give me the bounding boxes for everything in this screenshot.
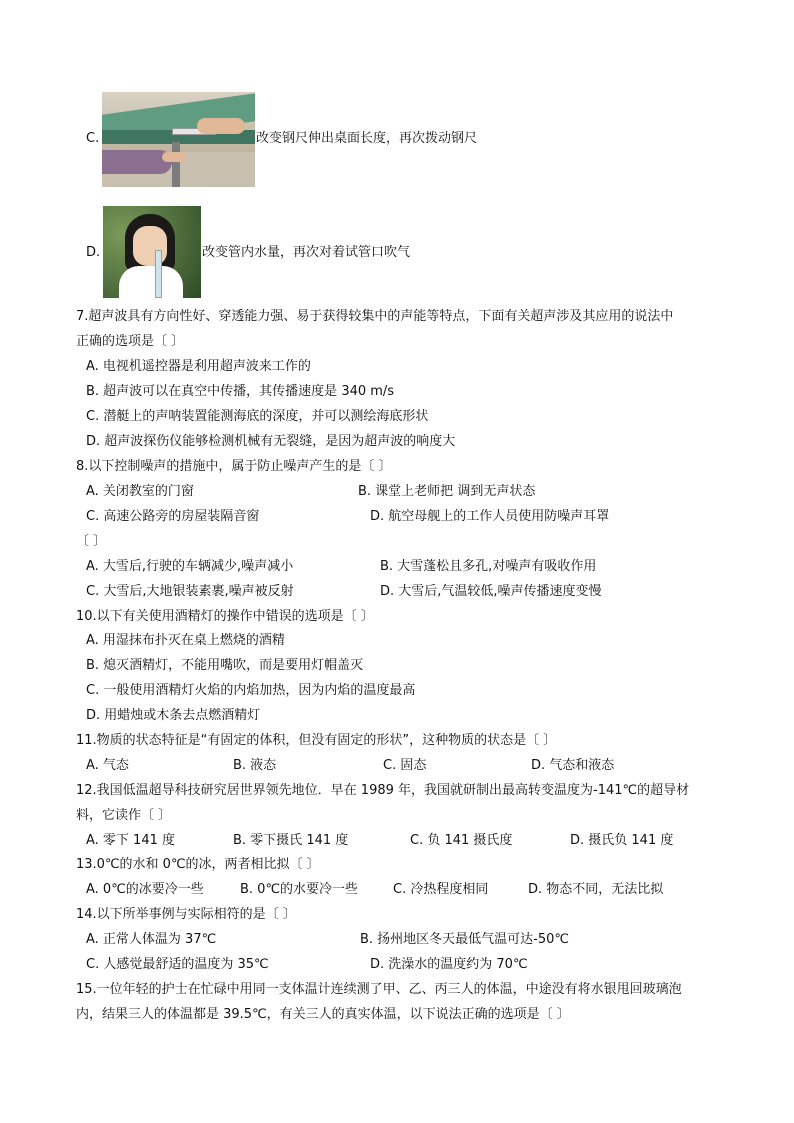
question-15-stem-cont: 内，结果三人的体温都是 39.5℃，有关三人的真实体温，以下说法正确的选项是〔 〕 xyxy=(76,1007,570,1022)
question-9-option-c: C. 大雪后,大地银装素裹,噪声被反射 xyxy=(86,584,294,599)
question-10-option-b: B. 熄灭酒精灯，不能用嘴吹，而是要用灯帽盖灭 xyxy=(86,658,364,673)
question-11-option-b: B. 液态 xyxy=(233,758,277,773)
question-11-option-c: C. 固态 xyxy=(383,758,427,773)
question-14-option-c: C. 人感觉最舒适的温度为 35℃ xyxy=(86,957,269,972)
question-10-option-c: C. 一般使用酒精灯火焰的内焰加热，因为内焰的温度最高 xyxy=(86,683,416,698)
question-12-option-c: C. 负 141 摄氏度 xyxy=(410,833,513,848)
question-8-option-d: D. 航空母舰上的工作人员使用防噪声耳罩 xyxy=(370,509,610,524)
question-9-stem: 〔 〕 xyxy=(76,534,107,549)
question-9-option-d: D. 大雪后,气温较低,噪声传播速度变慢 xyxy=(380,584,602,599)
question-12-stem: 12.我国低温超导科技研究居世界领先地位．早在 1989 年，我国就研制出最高转变温度为-141℃的超导材 xyxy=(76,783,690,798)
steel-ruler-desk-image xyxy=(102,92,255,187)
question-11-option-d: D. 气态和液态 xyxy=(531,758,615,773)
question-13-option-c: C. 冷热程度相同 xyxy=(393,882,489,897)
question-13-stem: 13.0℃的水和 0℃的冰，两者相比拟〔 〕 xyxy=(76,857,320,872)
question-8-option-c: C. 高速公路旁的房屋装隔音窗 xyxy=(86,509,260,524)
question-13-option-b: B. 0℃的水要冷一些 xyxy=(240,882,359,897)
question-7-option-c: C. 潜艇上的声呐装置能测海底的深度，并可以测绘海底形状 xyxy=(86,409,429,424)
question-13-option-d: D. 物态不同，无法比拟 xyxy=(528,882,664,897)
question-10-option-a: A. 用湿抹布扑灭在桌上燃烧的酒精 xyxy=(86,633,285,648)
question-7-option-d: D. 超声波探伤仪能够检测机械有无裂缝，是因为超声波的响度大 xyxy=(86,434,456,449)
question-7-option-b: B. 超声波可以在真空中传播，其传播速度是 340 m/s xyxy=(86,384,395,399)
question-12-option-b: B. 零下摄氏 141 度 xyxy=(233,833,349,848)
option-c-text: 改变钢尺伸出桌面长度，再次拨动钢尺 xyxy=(256,131,478,146)
question-7-stem: 7.超声波具有方向性好、穿透能力强、易于获得较集中的声能等特点，下面有关超声涉及其应用的说法中 xyxy=(76,309,674,324)
option-c-label: C. xyxy=(86,131,100,146)
question-8-option-a: A. 关闭教室的门窗 xyxy=(86,484,194,499)
question-14-stem: 14.以下所举事例与实际相符的是〔 〕 xyxy=(76,907,296,922)
question-7-option-a: A. 电视机遥控器是利用超声波来工作的 xyxy=(86,359,311,374)
question-8-stem: 8.以下控制噪声的措施中，属于防止噪声产生的是〔 〕 xyxy=(76,459,392,474)
question-7-stem-cont: 正确的选项是〔 〕 xyxy=(76,334,185,349)
question-12-option-d: D. 摄氏负 141 度 xyxy=(570,833,674,848)
question-12-option-a: A. 零下 141 度 xyxy=(86,833,176,848)
question-14-option-b: B. 扬州地区冬天最低气温可达-50℃ xyxy=(360,932,570,947)
question-10-stem: 10.以下有关使用酒精灯的操作中错误的选项是〔 〕 xyxy=(76,609,374,624)
question-11-stem: 11.物质的状态特征是“有固定的体积，但没有固定的形状”，这种物质的状态是〔 〕 xyxy=(76,733,557,748)
question-9-option-a: A. 大雪后,行驶的车辆减少,噪声减小 xyxy=(86,559,294,574)
question-14-option-d: D. 洗澡水的温度约为 70℃ xyxy=(370,957,528,972)
girl-test-tube-image xyxy=(103,206,201,298)
question-13-option-a: A. 0℃的冰要冷一些 xyxy=(86,882,204,897)
question-15-stem: 15.一位年轻的护士在忙碌中用同一支体温计连续测了甲、乙、丙三人的体温，中途没有将水银甩回玻璃泡 xyxy=(76,982,682,997)
option-d-text: 改变管内水量，再次对着试管口吹气 xyxy=(202,245,411,260)
question-10-option-d: D. 用蜡烛或木条去点燃酒精灯 xyxy=(86,708,261,723)
question-11-option-a: A. 气态 xyxy=(86,758,129,773)
question-14-option-a: A. 正常人体温为 37℃ xyxy=(86,932,217,947)
question-9-option-b: B. 大雪蓬松且多孔,对噪声有吸收作用 xyxy=(380,559,597,574)
question-12-stem-cont: 料，它读作〔 〕 xyxy=(76,808,172,823)
option-d-label: D. xyxy=(86,245,101,260)
question-8-option-b: B. 课堂上老师把 调到无声状态 xyxy=(358,484,536,499)
